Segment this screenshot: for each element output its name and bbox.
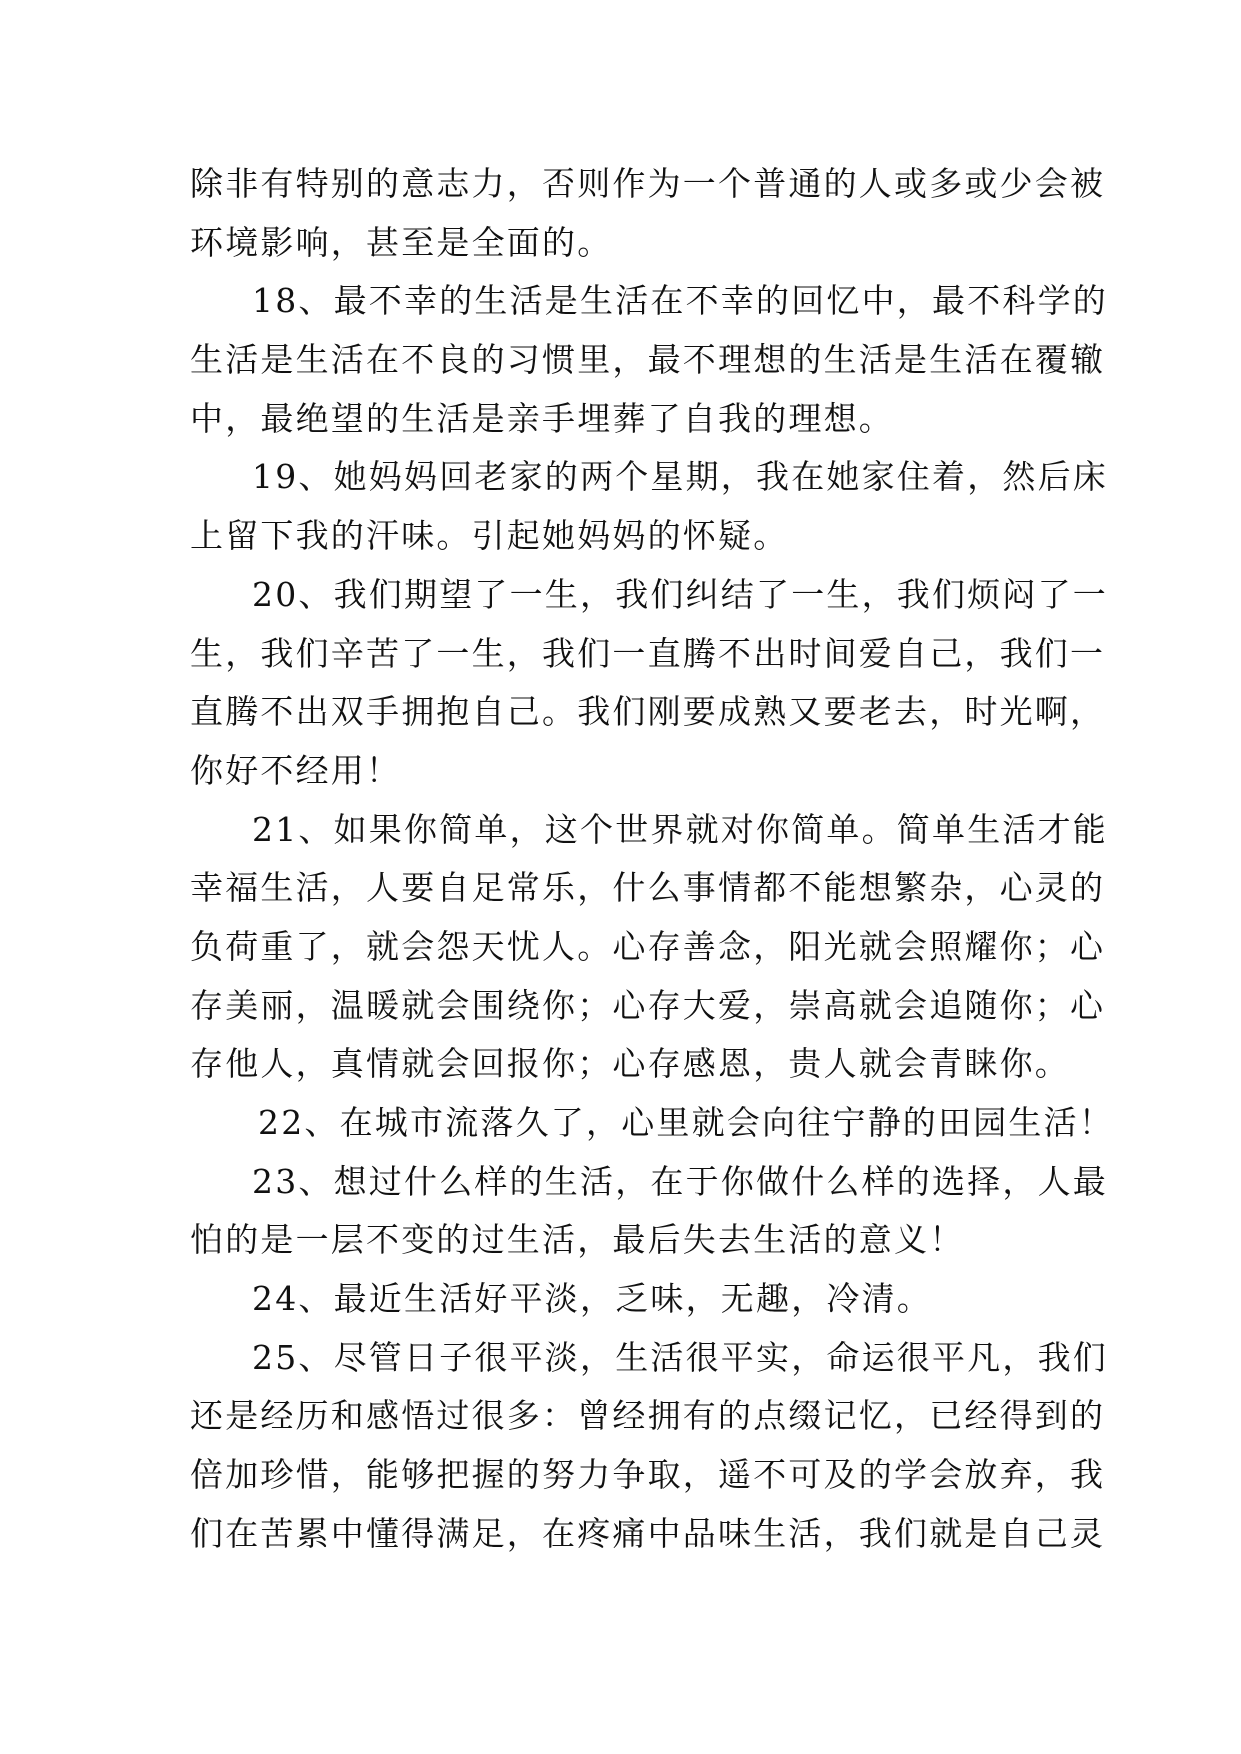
text-line: 们在苦累中懂得满足，在疼痛中品味生活，我们就是自己灵: [190, 1513, 1106, 1553]
text-line: 倍加珍惜，能够把握的努力争取，遥不可及的学会放弃，我: [190, 1455, 1106, 1495]
document-body: [190, 155, 1114, 1564]
paragraph-21-start: 21、如果你简单，这个世界就对你简单。简单生活才能: [252, 809, 1108, 849]
text-line: 环境影响，甚至是全面的。: [190, 222, 613, 262]
text-line: 生活是生活在不良的习惯里，最不理想的生活是生活在覆辙: [190, 340, 1106, 380]
text-line: 中，最绝望的生活是亲手埋葬了自我的理想。: [190, 398, 894, 438]
paragraph-18-start: 18、最不幸的生活是生活在不幸的回忆中，最不科学的: [252, 281, 1108, 321]
text-line: 生，我们辛苦了一生，我们一直腾不出时间爱自己，我们一: [190, 633, 1106, 673]
text-line: 怕的是一层不变的过生活，最后失去生活的意义！: [190, 1220, 965, 1260]
text-line: 幸福生活，人要自足常乐，什么事情都不能想繁杂，心灵的: [190, 868, 1106, 908]
text-line: 负荷重了，就会怨天忧人。心存善念，阳光就会照耀你；心: [190, 926, 1106, 966]
paragraph-25-start: 25、尽管日子很平淡，生活很平实，命运很平凡，我们: [252, 1337, 1108, 1377]
text-line: 存美丽，温暖就会围绕你；心存大爱，崇高就会追随你；心: [190, 985, 1106, 1025]
paragraph-23-start: 23、想过什么样的生活，在于你做什么样的选择，人最: [252, 1161, 1108, 1201]
text-line: 存他人，真情就会回报你；心存感恩，贵人就会青睐你。: [190, 1044, 1070, 1084]
text-line: 除非有特别的意志力，否则作为一个普通的人或多或少会被: [190, 164, 1106, 203]
text-line: 你好不经用！: [190, 750, 402, 790]
paragraph-22-start: 22、在城市流落久了，心里就会向往宁静的田园生活！: [258, 1103, 1114, 1142]
text-line: 上留下我的汗味。引起她妈妈的怀疑。: [190, 516, 789, 556]
text-line: 直腾不出双手拥抱自己。我们刚要成熟又要老去，时光啊，: [190, 692, 1106, 732]
paragraph-19-start: 19、她妈妈回老家的两个星期，我在她家住着，然后床: [252, 457, 1108, 497]
text-line: 还是经历和感悟过很多：曾经拥有的点缀记忆，已经得到的: [190, 1396, 1106, 1436]
paragraph-20-start: 20、我们期望了一生，我们纠结了一生，我们烦闷了一: [252, 574, 1108, 614]
paragraph-24-start: 24、最近生活好平淡，乏味，无趣，冷清。: [252, 1279, 932, 1319]
